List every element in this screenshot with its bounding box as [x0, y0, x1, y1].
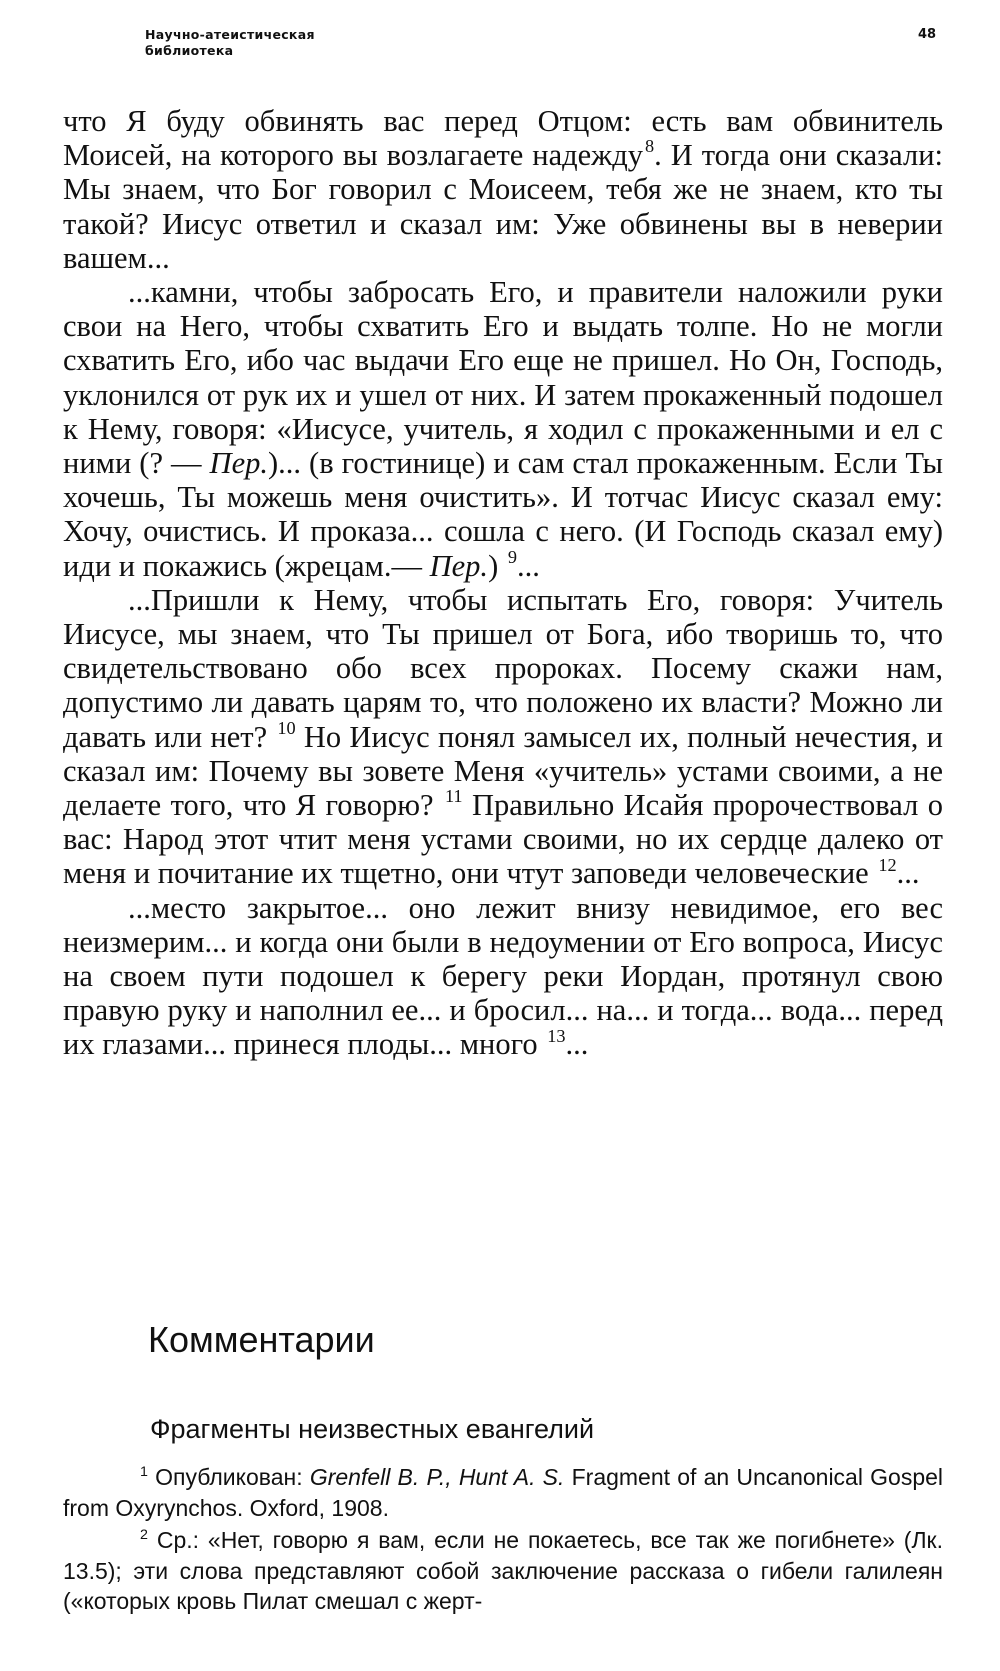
library-title-line2: библиотека [145, 43, 234, 58]
paragraph [63, 583, 943, 891]
library-title-line1: Научно-атеистическая [145, 27, 315, 42]
running-head [145, 27, 315, 59]
page-number: 48 [918, 27, 937, 42]
main-text [63, 104, 943, 1062]
footnote-ref: 9 [507, 546, 517, 567]
footnote-text: Опубликован: [155, 1464, 303, 1490]
footnote-ref: 8 [645, 136, 655, 157]
subsection-title: Фрагменты неизвестных евангелий [150, 1414, 595, 1444]
text-run: ...камни, чтобы забросать Его, и правители наложили руки свои на Него, чтобы схватить Его и выдать толпе. Но не могли схватить Его, ибо час выдачи Его еще не пришел. Но Он, Господь, уклонился от рук их и ушел от них. И затем прокаженный подошел к Нему, говоря: «Иисусе, учитель, я ходил с прокаженными и ел с ними (? — [63, 275, 943, 481]
footnote [63, 1525, 943, 1617]
text-run: Правильно Исайя пророчествовал о вас: Народ этот чтит меня устами своими, но их сердце далеко от меня и почитание их тщетно, они чтут заповеди человеческие [63, 788, 943, 891]
footnote [63, 1462, 943, 1523]
translator-note: Пер. [429, 548, 489, 583]
text-run: ... [896, 856, 920, 891]
footnotes [63, 1462, 943, 1617]
section-title: Комментарии [148, 1319, 375, 1360]
text-run: ... [517, 548, 540, 583]
text-run: ) [488, 548, 499, 583]
footnote-text: Ср.: «Нет, говорю я вам, если не покаетесь, все так же погибнете» (Лк. 13.5); эти слова представляют собой заключение рассказа о гибели галилеян («которых кровь Пилат смешал с жерт- [63, 1527, 943, 1614]
paragraph [63, 104, 943, 275]
footnote-text: Fragment of an Uncanonical Gospel from Oxyrynchos. Oxford, 1908. [63, 1464, 944, 1521]
paragraph [63, 891, 943, 1062]
text-run: ... [565, 1027, 589, 1062]
footnote-ref: 13 [547, 1025, 566, 1046]
text-run: что Я буду обвинять вас перед Отцом: есть вам обвинитель Моисей, на которого вы возлагаете надежду [63, 104, 943, 173]
text-run: )... (в гостинице) и сам стал прокаженным. Если Ты хочешь, Ты можешь меня очистить». И тотчас Иисус сказал ему: Хочу, очистись. И проказа... сошла с него. (И Господь сказал ему) иди и покажись (жрецам.— [63, 446, 944, 583]
footnote-ref: 12 [878, 854, 897, 875]
footnote-number: 2 [140, 1527, 148, 1544]
footnote-authors: Grenfell B. P., Hunt A. S. [309, 1464, 565, 1490]
footnote-ref: 11 [444, 786, 463, 807]
text-run: Но Иисус понял замысел их, полный нечестия, и сказал им: Почему вы зовете Меня «учитель» устами своими, а не делаете того, что Я говорю? [63, 719, 943, 823]
footnote-ref: 10 [277, 717, 296, 738]
footnote-number: 1 [140, 1464, 148, 1481]
text-run: ...Пришли к Нему, чтобы испытать Его, говоря: Учитель Иисусе, мы знаем, что Ты пришел от Бога, ибо творишь то, что свидетельствовано обо всех пророках. Посему скажи нам, допустимо ли давать царям то, что положено их власти? Можно ли давать или нет? [63, 582, 943, 754]
text-run: ...место закрытое... оно лежит внизу невидимое, его вес неизмерим... и когда они были в недоумении от Его вопроса, Иисус на своем пути подошел к берегу реки Иордан, протянул свою правую руку и наполнил ее... и бросил... на... и тогда... вода... перед их глазами... принеся плоды... много [63, 890, 943, 1062]
text-run: . И тогда они сказали: Мы знаем, что Бог говорил с Моисеем, тебя же не знаем, кто ты такой? Иисус ответил и сказал им: Уже обвинены вы в неверии вашем... [63, 138, 943, 275]
translator-note: Пер. [209, 446, 268, 481]
paragraph [63, 275, 943, 583]
